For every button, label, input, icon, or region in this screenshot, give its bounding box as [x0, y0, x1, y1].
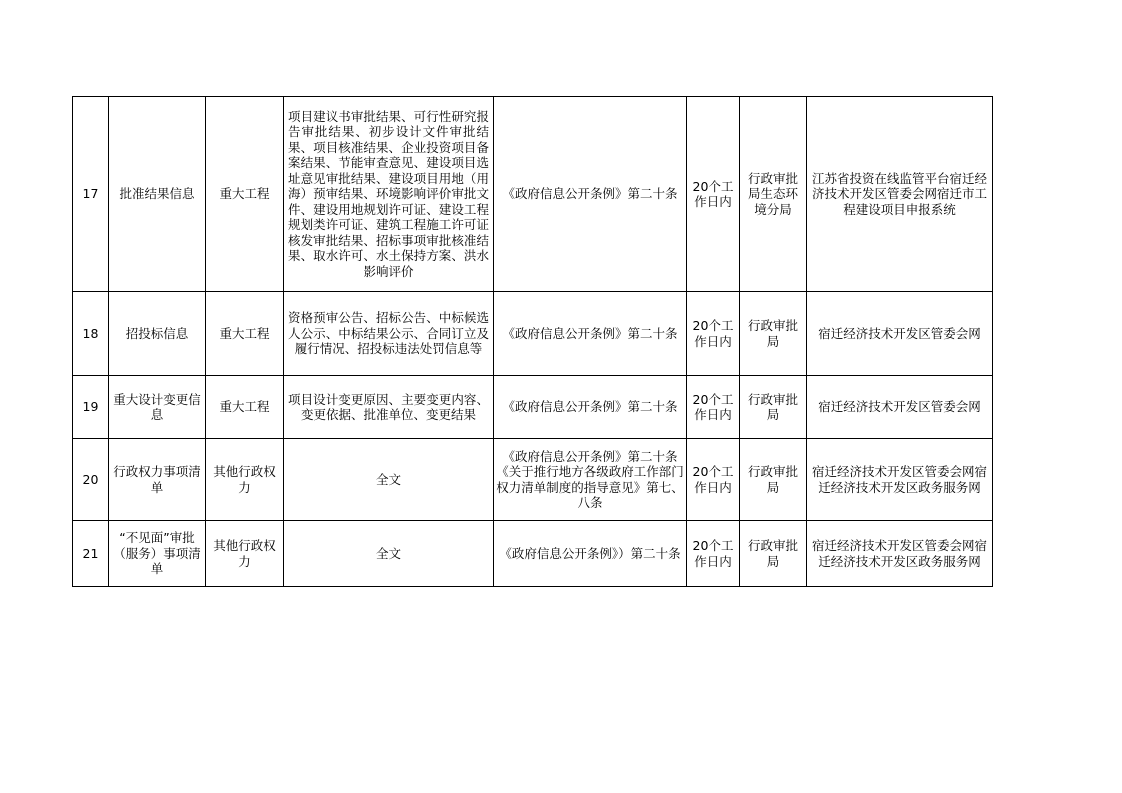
table-row — [73, 376, 993, 439]
row-number: 18 — [73, 292, 109, 376]
responsible-department: 行政审批局生态环境分局 — [740, 97, 807, 292]
item-name: 重大设计变更信息 — [109, 376, 206, 439]
item-category: 其他行政权力 — [206, 521, 284, 587]
legal-basis: 《政府信息公开条例》第二十条 — [494, 292, 687, 376]
table-row — [73, 97, 993, 292]
time-limit: 20个工作日内 — [687, 376, 740, 439]
item-content: 项目设计变更原因、主要变更内容、变更依据、批准单位、变更结果 — [284, 376, 494, 439]
table-row — [73, 439, 993, 521]
row-number: 21 — [73, 521, 109, 587]
item-content: 项目建议书审批结果、可行性研究报告审批结果、初步设计文件审批结果、项目核准结果、企业投资项目备案结果、节能审查意见、建设项目选址意见审批结果、建设项目用地（用海）预审结果、环境影响评价审批文件、建设用地规划许可证、建设工程规划类许可证、建筑工程施工许可证核发审批结果、招标事项审批核准结果、取水许可、水土保持方案、洪水影响评价 — [284, 97, 494, 292]
item-content: 全文 — [284, 521, 494, 587]
time-limit: 20个工作日内 — [687, 521, 740, 587]
item-content: 资格预审公告、招标公告、中标候选人公示、中标结果公示、合同订立及履行情况、招投标违法处罚信息等 — [284, 292, 494, 376]
time-limit: 20个工作日内 — [687, 97, 740, 292]
responsible-department: 行政审批局 — [740, 292, 807, 376]
legal-basis: 《政府信息公开条例》第二十条 — [494, 97, 687, 292]
legal-basis: 《政府信息公开条例》第二十条 — [494, 376, 687, 439]
row-number: 19 — [73, 376, 109, 439]
item-name: 批准结果信息 — [109, 97, 206, 292]
item-category: 重大工程 — [206, 97, 284, 292]
row-number: 20 — [73, 439, 109, 521]
row-number: 17 — [73, 97, 109, 292]
item-category: 其他行政权力 — [206, 439, 284, 521]
legal-basis: 《政府信息公开条例》第二十条《关于推行地方各级政府工作部门权力清单制度的指导意见》第七、八条 — [494, 439, 687, 521]
table-row — [73, 292, 993, 376]
legal-basis: 《政府信息公开条例》）第二十条 — [494, 521, 687, 587]
publish-platform: 宿迁经济技术开发区管委会网 — [807, 376, 993, 439]
time-limit: 20个工作日内 — [687, 292, 740, 376]
item-name: “不见面”审批（服务）事项清单 — [109, 521, 206, 587]
item-category: 重大工程 — [206, 292, 284, 376]
table-row — [73, 521, 993, 587]
publish-platform: 江苏省投资在线监管平台宿迁经济技术开发区管委会网宿迁市工程建设项目申报系统 — [807, 97, 993, 292]
responsible-department: 行政审批局 — [740, 521, 807, 587]
publish-platform: 宿迁经济技术开发区管委会网宿迁经济技术开发区政务服务网 — [807, 521, 993, 587]
responsible-department: 行政审批局 — [740, 376, 807, 439]
responsible-department: 行政审批局 — [740, 439, 807, 521]
item-name: 行政权力事项清单 — [109, 439, 206, 521]
item-name: 招投标信息 — [109, 292, 206, 376]
item-category: 重大工程 — [206, 376, 284, 439]
publish-platform: 宿迁经济技术开发区管委会网宿迁经济技术开发区政务服务网 — [807, 439, 993, 521]
item-content: 全文 — [284, 439, 494, 521]
time-limit: 20个工作日内 — [687, 439, 740, 521]
publish-platform: 宿迁经济技术开发区管委会网 — [807, 292, 993, 376]
disclosure-table — [72, 96, 993, 587]
